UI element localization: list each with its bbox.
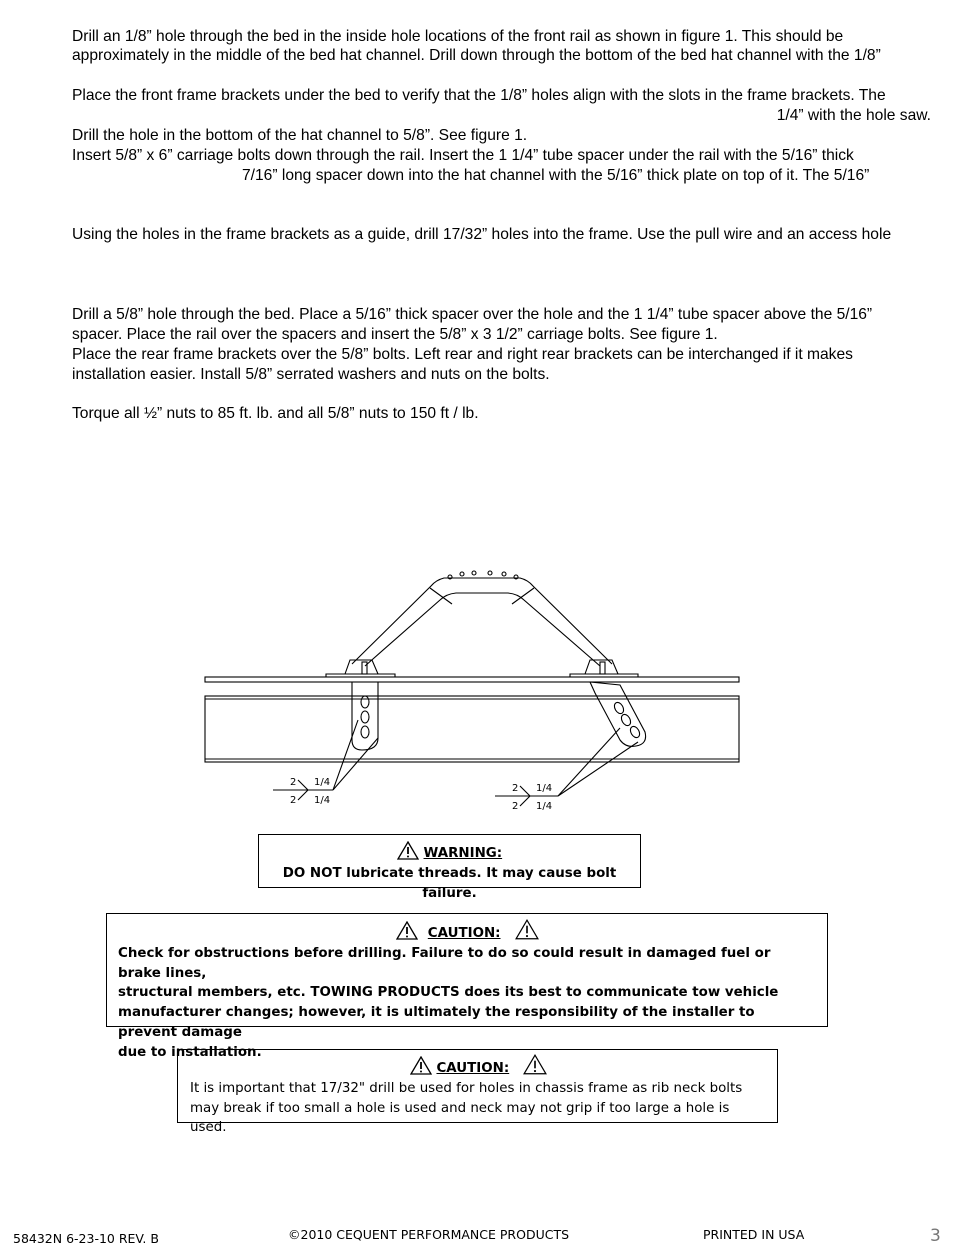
weld-right-top-frac: 1/4 (536, 783, 553, 794)
page-number: 3 (930, 1226, 941, 1246)
caution1-line-2: structural members, etc. TOWING PRODUCTS does its best to communicate tow vehicle (118, 985, 779, 1001)
left-frame-bracket (352, 682, 378, 750)
warning-title: WARNING: (423, 846, 503, 861)
warning-box (258, 834, 641, 901)
body-line-3: Place the front frame brackets under the bed to verify that the 1/8” holes align with the slots in the frame brackets. The (72, 87, 886, 104)
bed-rail (205, 677, 739, 682)
body-line-4: 1/4” with the hole saw. (776, 107, 931, 124)
weld-left-bot-frac: 1/4 (314, 795, 331, 806)
caution1-title: CAUTION: (427, 926, 501, 941)
warning-triangle-icon (397, 841, 419, 860)
right-frame-bracket (590, 682, 646, 746)
caution1-line-4: due to installation. (118, 1044, 262, 1060)
body-line-13: Torque all ½” nuts to 85 ft. lb. and all 5/8” nuts to 150 ft / lb. (72, 405, 479, 422)
body-line-12: installation easier. Install 5/8” serrated washers and nuts on the bolts. (72, 366, 550, 383)
caution1-line-1: Check for obstructions before drilling. Failure to do so could result in damaged fuel or brake lines, (118, 945, 771, 981)
caution-triangle-icon (523, 1054, 547, 1075)
installation-figure (190, 560, 760, 820)
body-line-10: spacer. Place the rail over the spacers and insert the 5/8” x 3 1/2” carriage bolts. See figure 1. (72, 326, 718, 343)
caution-triangle-icon (410, 1056, 432, 1075)
body-line-11: Place the rear frame brackets over the 5/8” bolts. Left rear and right rear brackets can be interchanged if it makes (72, 346, 853, 363)
body-line-5: Drill the hole in the bottom of the hat channel to 5/8”. See figure 1. (72, 127, 528, 144)
caution-box-obstructions (106, 913, 828, 1060)
body-line-6: Insert 5/8” x 6” carriage bolts down through the rail. Insert the 1 1/4” tube spacer under the rail with the 5/16” thick (72, 147, 854, 164)
caution1-header (118, 919, 817, 944)
body-line-1: Drill an 1/8” hole through the bed in the inside hole locations of the front rail as shown in figure 1. This should be (72, 28, 844, 45)
body-line-9: Drill a 5/8” hole through the bed. Place a 5/16” thick spacer over the hole and the 1 1/4” tube spacer above the 5/16” (72, 306, 873, 323)
weld-left-top-frac: 1/4 (314, 777, 331, 788)
warning-header (267, 841, 632, 864)
weld-left-top-num: 2 (290, 777, 297, 788)
weld-right-bot-num: 2 (512, 801, 519, 812)
caution-triangle-icon (396, 921, 418, 940)
weld-symbol-left (273, 720, 378, 806)
caution-triangle-icon (515, 919, 539, 940)
caution1-line-3: manufacturer changes; however, it is ultimately the responsibility of the installer to prevent damage (118, 1005, 755, 1040)
caution2-line-2: may break if too small a hole is used and neck may not grip if too large a hole is used. (190, 1100, 730, 1136)
caution2-title: CAUTION: (436, 1061, 510, 1076)
hitch-arch (326, 571, 638, 677)
caution2-header (190, 1054, 767, 1079)
caution2-line-1: It is important that 17/32" drill be used for holes in chassis frame as rib neck bolts (190, 1080, 743, 1096)
warning-text: DO NOT lubricate threads. It may cause bolt failure. (282, 865, 617, 901)
footer-printed: PRINTED IN USA (703, 1227, 805, 1242)
vehicle-frame (205, 696, 739, 762)
footer-doc-id: 58432N 6-23-10 REV. B (13, 1231, 159, 1246)
footer-copyright: ©2010 CEQUENT PERFORMANCE PRODUCTS (288, 1227, 570, 1242)
weld-right-bot-frac: 1/4 (536, 801, 553, 812)
weld-symbol-right (495, 728, 638, 812)
caution-box-drill-size (177, 1049, 778, 1136)
body-line-2: approximately in the middle of the bed hat channel. Drill down through the bottom of the bed hat channel with the 1/8” (72, 47, 881, 64)
body-line-7: 7/16” long spacer down into the hat channel with the 5/16” thick plate on top of it. The 5/16” (242, 167, 870, 184)
weld-left-bot-num: 2 (290, 795, 297, 806)
weld-right-top-num: 2 (512, 783, 519, 794)
body-line-8: Using the holes in the frame brackets as a guide, drill 17/32” holes into the frame. Use the pull wire and an access hole (72, 226, 892, 243)
